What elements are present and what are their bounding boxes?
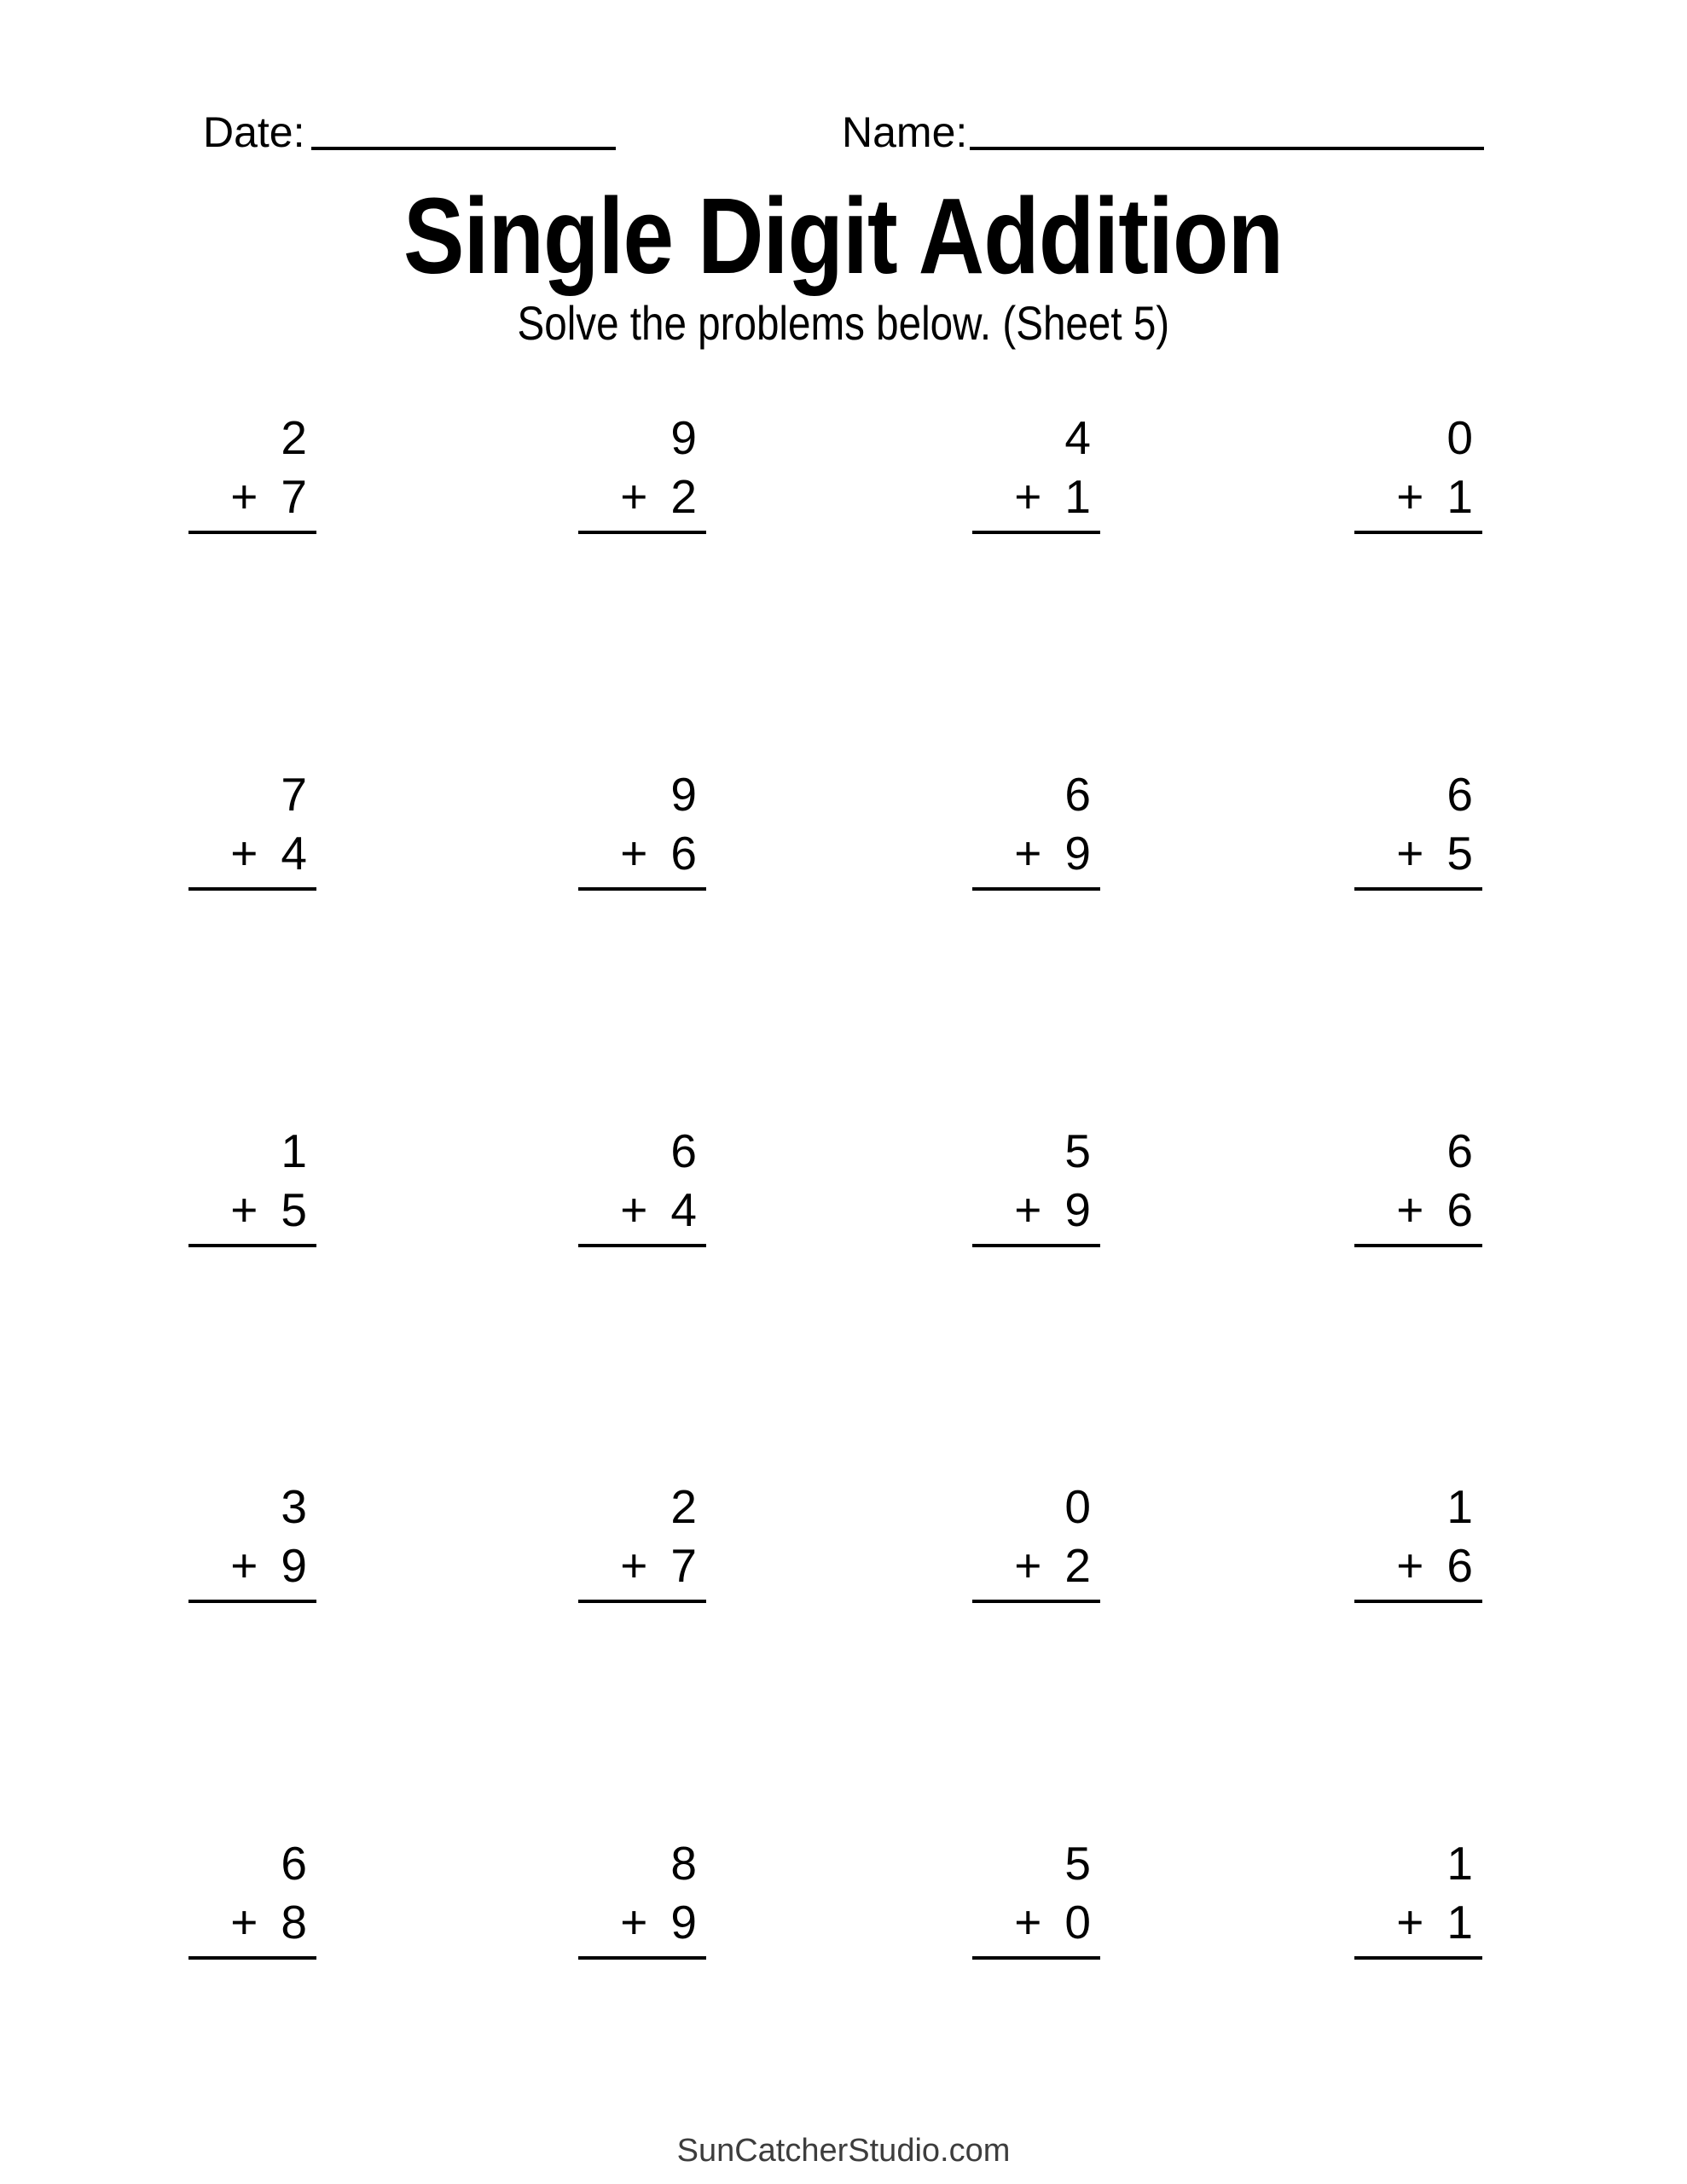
addition-problem bbox=[972, 411, 1100, 534]
addend-bottom-row bbox=[972, 1896, 1100, 1949]
addend-bottom: 4 bbox=[281, 827, 307, 880]
answer-line bbox=[188, 887, 316, 891]
plus-operator: + bbox=[620, 827, 648, 880]
addend-top: 2 bbox=[670, 1480, 697, 1533]
answer-line bbox=[1354, 1956, 1482, 1960]
answer-line bbox=[578, 1600, 706, 1603]
addend-bottom: 5 bbox=[281, 1183, 307, 1236]
page-subtitle bbox=[0, 296, 1687, 350]
answer-line bbox=[972, 1600, 1100, 1603]
page-subtitle-text: Solve the problems below. (Sheet 5) bbox=[517, 296, 1170, 350]
addend-bottom: 1 bbox=[1446, 470, 1473, 523]
addition-problem bbox=[578, 1837, 706, 1960]
addend-bottom: 9 bbox=[281, 1539, 307, 1592]
addend-bottom: 1 bbox=[1064, 470, 1091, 523]
addend-top: 5 bbox=[1064, 1124, 1091, 1177]
plus-operator: + bbox=[1396, 470, 1424, 523]
addition-problem bbox=[578, 1480, 706, 1603]
addend-bottom: 1 bbox=[1446, 1896, 1473, 1949]
answer-line bbox=[1354, 531, 1482, 534]
addend-bottom: 6 bbox=[1446, 1539, 1473, 1592]
addition-problem bbox=[578, 768, 706, 891]
addend-bottom-row bbox=[188, 1896, 316, 1949]
answer-line bbox=[188, 1956, 316, 1960]
plus-operator: + bbox=[230, 1896, 258, 1949]
addend-bottom-row bbox=[1354, 827, 1482, 880]
addend-bottom-row bbox=[578, 1539, 706, 1592]
addend-bottom-row bbox=[972, 1539, 1100, 1592]
addend-top: 6 bbox=[281, 1837, 307, 1890]
addend-bottom-row bbox=[578, 1896, 706, 1949]
plus-operator: + bbox=[1396, 1539, 1424, 1592]
name-label: Name: bbox=[842, 108, 968, 156]
addend-top: 1 bbox=[1446, 1837, 1473, 1890]
addition-problem bbox=[1354, 768, 1482, 891]
addend-bottom-row bbox=[1354, 1896, 1482, 1949]
answer-line bbox=[972, 1244, 1100, 1247]
answer-line bbox=[1354, 887, 1482, 891]
addend-bottom-row bbox=[188, 827, 316, 880]
addition-problem bbox=[188, 1837, 316, 1960]
addend-bottom-row bbox=[578, 827, 706, 880]
addend-top: 4 bbox=[1064, 411, 1091, 464]
addition-problem bbox=[578, 1124, 706, 1247]
answer-line bbox=[1354, 1244, 1482, 1247]
addition-problem bbox=[188, 1480, 316, 1603]
addend-top: 2 bbox=[281, 411, 307, 464]
addend-top: 1 bbox=[1446, 1480, 1473, 1533]
addition-problem bbox=[972, 1837, 1100, 1960]
addend-bottom-row bbox=[188, 1539, 316, 1592]
addend-bottom: 8 bbox=[281, 1896, 307, 1949]
answer-line bbox=[578, 1956, 706, 1960]
plus-operator: + bbox=[1014, 1183, 1042, 1236]
addend-bottom-row bbox=[188, 470, 316, 523]
addend-top: 8 bbox=[670, 1837, 697, 1890]
addition-problem bbox=[1354, 1837, 1482, 1960]
addend-top: 9 bbox=[670, 768, 697, 821]
addition-problem bbox=[188, 411, 316, 534]
plus-operator: + bbox=[230, 1539, 258, 1592]
plus-operator: + bbox=[1014, 1539, 1042, 1592]
plus-operator: + bbox=[620, 470, 648, 523]
addend-bottom-row bbox=[972, 1183, 1100, 1236]
addition-problem bbox=[1354, 411, 1482, 534]
date-label: Date: bbox=[203, 108, 305, 156]
addend-bottom: 6 bbox=[670, 827, 697, 880]
answer-line bbox=[972, 887, 1100, 891]
addend-top: 3 bbox=[281, 1480, 307, 1533]
answer-line bbox=[578, 531, 706, 534]
addend-top: 6 bbox=[670, 1124, 697, 1177]
addition-problem bbox=[578, 411, 706, 534]
addend-bottom-row bbox=[1354, 1183, 1482, 1236]
answer-line bbox=[578, 887, 706, 891]
page-title-text: Single Digit Addition bbox=[403, 176, 1284, 296]
answer-line bbox=[1354, 1600, 1482, 1603]
plus-operator: + bbox=[620, 1896, 648, 1949]
footer-site-text: SunCatcherStudio.com bbox=[676, 2133, 1011, 2169]
addend-bottom: 9 bbox=[1064, 1183, 1091, 1236]
answer-line bbox=[972, 1956, 1100, 1960]
answer-line bbox=[188, 531, 316, 534]
addend-bottom: 6 bbox=[1446, 1183, 1473, 1236]
addend-bottom-row bbox=[188, 1183, 316, 1236]
addend-bottom: 7 bbox=[281, 470, 307, 523]
addition-problem bbox=[188, 1124, 316, 1247]
addition-problem bbox=[972, 768, 1100, 891]
plus-operator: + bbox=[1014, 827, 1042, 880]
plus-operator: + bbox=[1014, 1896, 1042, 1949]
addend-bottom-row bbox=[578, 470, 706, 523]
plus-operator: + bbox=[1396, 1896, 1424, 1949]
footer bbox=[0, 2135, 1687, 2167]
addend-bottom-row bbox=[1354, 1539, 1482, 1592]
addition-problem bbox=[972, 1480, 1100, 1603]
addend-top: 6 bbox=[1446, 768, 1473, 821]
addend-top: 1 bbox=[281, 1124, 307, 1177]
plus-operator: + bbox=[620, 1183, 648, 1236]
answer-line bbox=[188, 1244, 316, 1247]
plus-operator: + bbox=[1396, 827, 1424, 880]
addend-top: 6 bbox=[1064, 768, 1091, 821]
addition-problem bbox=[188, 768, 316, 891]
addend-bottom: 4 bbox=[670, 1183, 697, 1236]
addend-top: 5 bbox=[1064, 1837, 1091, 1890]
addend-top: 6 bbox=[1446, 1124, 1473, 1177]
addend-bottom: 9 bbox=[1064, 827, 1091, 880]
addend-bottom: 2 bbox=[1064, 1539, 1091, 1592]
answer-line bbox=[188, 1600, 316, 1603]
name-blank-line bbox=[970, 147, 1484, 150]
addend-bottom-row bbox=[972, 470, 1100, 523]
addend-bottom: 5 bbox=[1446, 827, 1473, 880]
plus-operator: + bbox=[230, 1183, 258, 1236]
plus-operator: + bbox=[1396, 1183, 1424, 1236]
date-blank-line bbox=[311, 147, 616, 150]
addend-top: 0 bbox=[1064, 1480, 1091, 1533]
addend-bottom: 7 bbox=[670, 1539, 697, 1592]
answer-line bbox=[578, 1244, 706, 1247]
page-title bbox=[0, 176, 1687, 296]
addend-top: 7 bbox=[281, 768, 307, 821]
addition-problem bbox=[1354, 1124, 1482, 1247]
addend-bottom: 2 bbox=[670, 470, 697, 523]
addend-bottom: 9 bbox=[670, 1896, 697, 1949]
addend-bottom-row bbox=[972, 827, 1100, 880]
plus-operator: + bbox=[230, 470, 258, 523]
addend-bottom: 0 bbox=[1064, 1896, 1091, 1949]
plus-operator: + bbox=[230, 827, 258, 880]
plus-operator: + bbox=[620, 1539, 648, 1592]
addend-bottom-row bbox=[1354, 470, 1482, 523]
addition-problem bbox=[1354, 1480, 1482, 1603]
addend-top: 0 bbox=[1446, 411, 1473, 464]
addend-bottom-row bbox=[578, 1183, 706, 1236]
addition-problem bbox=[972, 1124, 1100, 1247]
addend-top: 9 bbox=[670, 411, 697, 464]
plus-operator: + bbox=[1014, 470, 1042, 523]
answer-line bbox=[972, 531, 1100, 534]
